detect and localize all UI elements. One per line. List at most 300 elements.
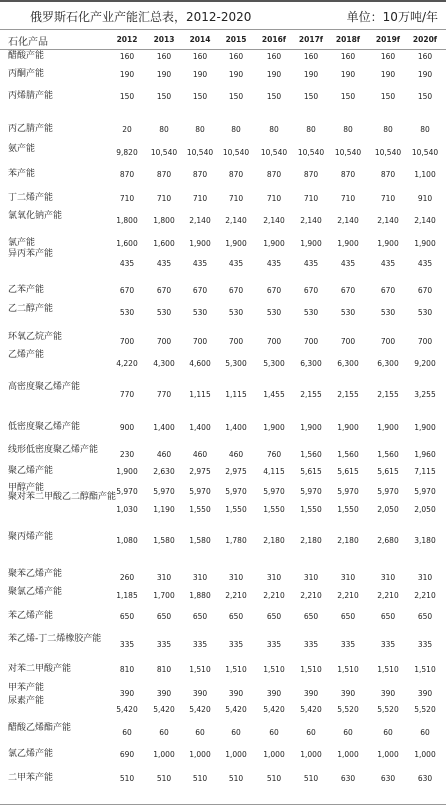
value-cell: 10,540 <box>374 148 402 157</box>
value-cell: 4,115 <box>263 467 285 476</box>
value-cell: 390 <box>119 689 135 698</box>
value-cell: 630 <box>340 774 356 783</box>
value-cell: 870 <box>192 170 208 179</box>
value-cell: 1,080 <box>116 536 138 545</box>
row-label: 对苯二甲酸产能 <box>8 664 72 674</box>
value-cell: 870 <box>340 170 356 179</box>
value-cell: 335 <box>228 640 244 649</box>
value-cell: 1,900 <box>337 239 359 248</box>
value-cell: 670 <box>192 286 208 295</box>
value-cell: 700 <box>228 337 244 346</box>
value-cell: 5,420 <box>189 705 211 714</box>
value-cell: 530 <box>417 308 433 317</box>
value-cell: 1,000 <box>225 750 247 759</box>
value-cell: 510 <box>303 774 319 783</box>
value-cell: 710 <box>340 194 356 203</box>
value-cell: 160 <box>156 52 172 61</box>
value-cell: 435 <box>192 259 208 268</box>
row-label: 丙乙腈产能 <box>8 124 54 134</box>
value-cell: 1,510 <box>337 665 359 674</box>
value-cell: 60 <box>383 728 393 737</box>
value-cell: 390 <box>228 689 244 698</box>
value-cell: 1,550 <box>263 505 285 514</box>
value-cell: 2,210 <box>377 591 399 600</box>
value-cell: 150 <box>192 92 208 101</box>
value-cell: 1,880 <box>189 591 211 600</box>
value-cell: 710 <box>192 194 208 203</box>
row-label: 氯氧化钠产能 <box>8 211 63 221</box>
value-cell: 670 <box>417 286 433 295</box>
value-cell: 310 <box>266 573 282 582</box>
value-cell: 390 <box>156 689 172 698</box>
value-cell: 160 <box>417 52 433 61</box>
value-cell: 2,680 <box>377 536 399 545</box>
value-cell: 2,140 <box>225 216 247 225</box>
value-cell: 650 <box>417 612 433 621</box>
value-cell: 1,190 <box>153 505 175 514</box>
value-cell: 390 <box>380 689 396 698</box>
value-cell: 650 <box>228 612 244 621</box>
value-cell: 670 <box>303 286 319 295</box>
value-cell: 2,155 <box>300 390 322 399</box>
row-label: 氯产能 <box>8 238 36 248</box>
value-cell: 5,300 <box>225 359 247 368</box>
value-cell: 2,140 <box>263 216 285 225</box>
value-cell: 20 <box>122 125 132 134</box>
value-cell: 5,970 <box>300 487 322 496</box>
value-cell: 510 <box>119 774 135 783</box>
value-cell: 670 <box>228 286 244 295</box>
value-cell: 2,210 <box>225 591 247 600</box>
value-cell: 4,600 <box>189 359 211 368</box>
value-cell: 150 <box>119 92 135 101</box>
value-cell: 1,800 <box>116 216 138 225</box>
row-label: 环氧乙烷产能 <box>8 332 63 342</box>
value-cell: 5,520 <box>377 705 399 714</box>
value-cell: 530 <box>119 308 135 317</box>
value-cell: 670 <box>119 286 135 295</box>
value-cell: 5,420 <box>153 705 175 714</box>
value-cell: 190 <box>266 70 282 79</box>
row-label: 甲苯产能 <box>8 683 45 693</box>
value-cell: 2,180 <box>337 536 359 545</box>
row-label: 氨产能 <box>8 144 36 154</box>
value-cell: 5,420 <box>300 705 322 714</box>
value-cell: 1,400 <box>189 423 211 432</box>
value-cell: 9,200 <box>414 359 436 368</box>
value-cell: 190 <box>303 70 319 79</box>
value-cell: 1,900 <box>414 423 436 432</box>
row-label: 丙酮产能 <box>8 69 45 79</box>
value-cell: 5,615 <box>337 467 359 476</box>
row-label: 苯产能 <box>8 169 36 179</box>
value-cell: 150 <box>417 92 433 101</box>
value-cell: 190 <box>156 70 172 79</box>
value-cell: 1,550 <box>189 505 211 514</box>
value-cell: 1,550 <box>300 505 322 514</box>
value-cell: 10,540 <box>297 148 325 157</box>
row-label: 异丙苯产能 <box>8 249 54 259</box>
value-cell: 435 <box>380 259 396 268</box>
table-title-bar <box>0 0 446 30</box>
value-cell: 5,615 <box>300 467 322 476</box>
value-cell: 150 <box>380 92 396 101</box>
value-cell: 310 <box>417 573 433 582</box>
value-cell: 160 <box>228 52 244 61</box>
value-cell: 80 <box>420 125 430 134</box>
value-cell: 390 <box>340 689 356 698</box>
value-cell: 530 <box>340 308 356 317</box>
value-cell: 6,300 <box>377 359 399 368</box>
value-cell: 60 <box>159 728 169 737</box>
value-cell: 2,140 <box>414 216 436 225</box>
value-cell: 2,140 <box>300 216 322 225</box>
value-cell: 700 <box>380 337 396 346</box>
value-cell: 5,970 <box>377 487 399 496</box>
value-cell: 1,000 <box>263 750 285 759</box>
row-label: 聚丙烯产能 <box>8 532 54 542</box>
value-cell: 2,180 <box>300 536 322 545</box>
value-cell: 310 <box>340 573 356 582</box>
value-cell: 900 <box>119 423 135 432</box>
value-cell: 530 <box>266 308 282 317</box>
value-cell: 60 <box>231 728 241 737</box>
value-cell: 1,560 <box>377 450 399 459</box>
value-cell: 2,140 <box>377 216 399 225</box>
value-cell: 530 <box>228 308 244 317</box>
value-cell: 2,180 <box>263 536 285 545</box>
value-cell: 1,455 <box>263 390 285 399</box>
value-cell: 1,600 <box>153 239 175 248</box>
value-cell: 3,180 <box>414 536 436 545</box>
value-cell: 5,300 <box>263 359 285 368</box>
value-cell: 335 <box>340 640 356 649</box>
value-cell: 60 <box>195 728 205 737</box>
value-cell: 160 <box>340 52 356 61</box>
value-cell: 530 <box>303 308 319 317</box>
value-cell: 870 <box>156 170 172 179</box>
table-title: 俄罗斯石化产业产能汇总表，2012-2020 <box>30 10 252 24</box>
value-cell: 710 <box>303 194 319 203</box>
value-cell: 60 <box>343 728 353 737</box>
value-cell: 460 <box>228 450 244 459</box>
value-cell: 1,510 <box>300 665 322 674</box>
value-cell: 5,420 <box>225 705 247 714</box>
value-cell: 1,900 <box>300 239 322 248</box>
value-cell: 1,400 <box>153 423 175 432</box>
value-cell: 670 <box>156 286 172 295</box>
value-cell: 435 <box>228 259 244 268</box>
value-cell: 5,970 <box>189 487 211 496</box>
value-cell: 435 <box>417 259 433 268</box>
value-cell: 770 <box>156 390 172 399</box>
value-cell: 2,210 <box>414 591 436 600</box>
value-cell: 1,000 <box>189 750 211 759</box>
value-cell: 310 <box>192 573 208 582</box>
value-cell: 335 <box>380 640 396 649</box>
value-cell: 650 <box>380 612 396 621</box>
value-cell: 2,155 <box>377 390 399 399</box>
value-cell: 80 <box>306 125 316 134</box>
value-cell: 2,140 <box>337 216 359 225</box>
value-cell: 190 <box>340 70 356 79</box>
unit-label: 单位：10万吨/年 <box>346 10 438 24</box>
value-cell: 80 <box>383 125 393 134</box>
value-cell: 650 <box>119 612 135 621</box>
value-cell: 1,510 <box>377 665 399 674</box>
value-cell: 5,970 <box>225 487 247 496</box>
value-cell: 5,520 <box>337 705 359 714</box>
value-cell: 1,550 <box>225 505 247 514</box>
value-cell: 1,510 <box>414 665 436 674</box>
value-cell: 10,540 <box>186 148 214 157</box>
value-cell: 1,900 <box>300 423 322 432</box>
value-cell: 390 <box>192 689 208 698</box>
value-cell: 1,000 <box>300 750 322 759</box>
value-cell: 310 <box>228 573 244 582</box>
value-cell: 1,600 <box>116 239 138 248</box>
value-cell: 710 <box>156 194 172 203</box>
value-cell: 1,510 <box>225 665 247 674</box>
value-cell: 700 <box>340 337 356 346</box>
row-label: 氯乙烯产能 <box>8 749 54 759</box>
row-label: 醋酸产能 <box>8 51 45 61</box>
value-cell: 9,820 <box>116 148 138 157</box>
value-cell: 1,900 <box>337 423 359 432</box>
row-label: 苯乙烯-丁二烯橡胶产能 <box>8 634 102 644</box>
value-cell: 80 <box>269 125 279 134</box>
value-cell: 700 <box>303 337 319 346</box>
value-cell: 700 <box>266 337 282 346</box>
value-cell: 700 <box>119 337 135 346</box>
value-cell: 80 <box>343 125 353 134</box>
value-cell: 5,970 <box>414 487 436 496</box>
value-cell: 60 <box>420 728 430 737</box>
value-cell: 700 <box>417 337 433 346</box>
value-cell: 335 <box>156 640 172 649</box>
value-cell: 190 <box>228 70 244 79</box>
value-cell: 1,960 <box>414 450 436 459</box>
value-cell: 2,210 <box>300 591 322 600</box>
year-header: 2017f <box>298 35 324 44</box>
value-cell: 1,115 <box>225 390 247 399</box>
value-cell: 5,970 <box>263 487 285 496</box>
value-cell: 1,900 <box>414 239 436 248</box>
value-cell: 670 <box>380 286 396 295</box>
table-bottom-rule <box>0 804 446 805</box>
value-cell: 1,780 <box>225 536 247 545</box>
value-cell: 510 <box>192 774 208 783</box>
product-column-header: 石化产品 <box>8 37 48 48</box>
value-cell: 670 <box>340 286 356 295</box>
value-cell: 870 <box>266 170 282 179</box>
value-cell: 10,540 <box>260 148 288 157</box>
value-cell: 1,100 <box>414 170 436 179</box>
row-label: 聚乙烯产能 <box>8 466 54 476</box>
value-cell: 10,540 <box>222 148 250 157</box>
value-cell: 530 <box>192 308 208 317</box>
value-cell: 530 <box>156 308 172 317</box>
value-cell: 1,510 <box>263 665 285 674</box>
value-cell: 1,560 <box>300 450 322 459</box>
value-cell: 335 <box>192 640 208 649</box>
value-cell: 1,900 <box>263 239 285 248</box>
value-cell: 390 <box>303 689 319 698</box>
row-label: 高密度聚乙烯产能 <box>8 382 81 392</box>
value-cell: 3,255 <box>414 390 436 399</box>
value-cell: 5,420 <box>263 705 285 714</box>
value-cell: 650 <box>303 612 319 621</box>
value-cell: 870 <box>380 170 396 179</box>
value-cell: 190 <box>417 70 433 79</box>
value-cell: 335 <box>266 640 282 649</box>
value-cell: 2,140 <box>189 216 211 225</box>
value-cell: 710 <box>228 194 244 203</box>
value-cell: 80 <box>159 125 169 134</box>
value-cell: 310 <box>156 573 172 582</box>
value-cell: 870 <box>119 170 135 179</box>
value-cell: 435 <box>266 259 282 268</box>
value-cell: 60 <box>269 728 279 737</box>
value-cell: 630 <box>380 774 396 783</box>
value-cell: 160 <box>303 52 319 61</box>
value-cell: 1,900 <box>377 423 399 432</box>
value-cell: 4,300 <box>153 359 175 368</box>
value-cell: 150 <box>303 92 319 101</box>
value-cell: 1,560 <box>337 450 359 459</box>
value-cell: 1,510 <box>189 665 211 674</box>
row-label: 丁二烯产能 <box>8 193 54 203</box>
value-cell: 1,800 <box>153 216 175 225</box>
value-cell: 260 <box>119 573 135 582</box>
value-cell: 310 <box>303 573 319 582</box>
value-cell: 435 <box>156 259 172 268</box>
value-cell: 870 <box>303 170 319 179</box>
value-cell: 435 <box>303 259 319 268</box>
value-cell: 1,900 <box>189 239 211 248</box>
value-cell: 650 <box>192 612 208 621</box>
value-cell: 2,975 <box>225 467 247 476</box>
value-cell: 760 <box>266 450 282 459</box>
value-cell: 530 <box>380 308 396 317</box>
value-cell: 460 <box>192 450 208 459</box>
value-cell: 770 <box>119 390 135 399</box>
year-header: 2016f <box>261 35 287 44</box>
row-label: 尿素产能 <box>8 696 45 706</box>
value-cell: 160 <box>380 52 396 61</box>
value-cell: 510 <box>156 774 172 783</box>
value-cell: 510 <box>266 774 282 783</box>
value-cell: 690 <box>119 750 135 759</box>
value-cell: 1,900 <box>377 239 399 248</box>
value-cell: 150 <box>266 92 282 101</box>
value-cell: 10,540 <box>150 148 178 157</box>
value-cell: 80 <box>231 125 241 134</box>
row-label: 二甲苯产能 <box>8 773 54 783</box>
value-cell: 390 <box>266 689 282 698</box>
value-cell: 2,630 <box>153 467 175 476</box>
value-cell: 390 <box>417 689 433 698</box>
header-row <box>0 30 446 50</box>
value-cell: 6,300 <box>300 359 322 368</box>
value-cell: 5,970 <box>337 487 359 496</box>
value-cell: 335 <box>303 640 319 649</box>
row-label: 线形低密度聚乙烯产能 <box>8 445 99 455</box>
value-cell: 810 <box>156 665 172 674</box>
value-cell: 1,700 <box>153 591 175 600</box>
row-label: 乙二醇产能 <box>8 304 54 314</box>
value-cell: 460 <box>156 450 172 459</box>
row-label: 乙烯产能 <box>8 350 45 360</box>
value-cell: 650 <box>156 612 172 621</box>
value-cell: 510 <box>228 774 244 783</box>
value-cell: 190 <box>192 70 208 79</box>
year-header: 2020f <box>412 35 438 44</box>
value-cell: 1,900 <box>225 239 247 248</box>
value-cell: 1,580 <box>153 536 175 545</box>
value-cell: 4,220 <box>116 359 138 368</box>
value-cell: 1,550 <box>337 505 359 514</box>
value-cell: 1,900 <box>116 467 138 476</box>
value-cell: 1,185 <box>116 591 138 600</box>
row-label: 甲醇产能 <box>8 483 45 493</box>
value-cell: 670 <box>266 286 282 295</box>
value-cell: 10,540 <box>334 148 362 157</box>
value-cell: 5,970 <box>153 487 175 496</box>
value-cell: 60 <box>122 728 132 737</box>
value-cell: 700 <box>192 337 208 346</box>
year-header: 2015 <box>225 35 247 44</box>
value-cell: 5,970 <box>116 487 138 496</box>
value-cell: 435 <box>119 259 135 268</box>
value-cell: 630 <box>417 774 433 783</box>
year-header: 2012 <box>116 35 138 44</box>
value-cell: 2,050 <box>377 505 399 514</box>
year-header: 2019f <box>375 35 401 44</box>
value-cell: 700 <box>156 337 172 346</box>
value-cell: 60 <box>306 728 316 737</box>
value-cell: 1,000 <box>377 750 399 759</box>
value-cell: 2,210 <box>263 591 285 600</box>
value-cell: 5,420 <box>116 705 138 714</box>
value-cell: 6,300 <box>337 359 359 368</box>
value-cell: 310 <box>380 573 396 582</box>
value-cell: 150 <box>340 92 356 101</box>
value-cell: 80 <box>195 125 205 134</box>
year-header: 2014 <box>189 35 211 44</box>
value-cell: 335 <box>119 640 135 649</box>
value-cell: 650 <box>266 612 282 621</box>
value-cell: 650 <box>340 612 356 621</box>
row-label: 醋酸乙烯酯产能 <box>8 723 72 733</box>
value-cell: 230 <box>119 450 135 459</box>
value-cell: 2,210 <box>337 591 359 600</box>
row-label: 聚氯乙烯产能 <box>8 587 63 597</box>
row-label: 聚对苯二甲酸乙二醇酯产能 <box>8 492 117 502</box>
row-label: 苯乙烯产能 <box>8 611 54 621</box>
value-cell: 710 <box>119 194 135 203</box>
value-cell: 710 <box>380 194 396 203</box>
value-cell: 190 <box>380 70 396 79</box>
value-cell: 190 <box>119 70 135 79</box>
value-cell: 1,000 <box>153 750 175 759</box>
row-label: 丙烯腈产能 <box>8 91 54 101</box>
value-cell: 1,400 <box>225 423 247 432</box>
value-cell: 2,050 <box>414 505 436 514</box>
value-cell: 10,540 <box>411 148 439 157</box>
value-cell: 1,900 <box>263 423 285 432</box>
value-cell: 160 <box>119 52 135 61</box>
